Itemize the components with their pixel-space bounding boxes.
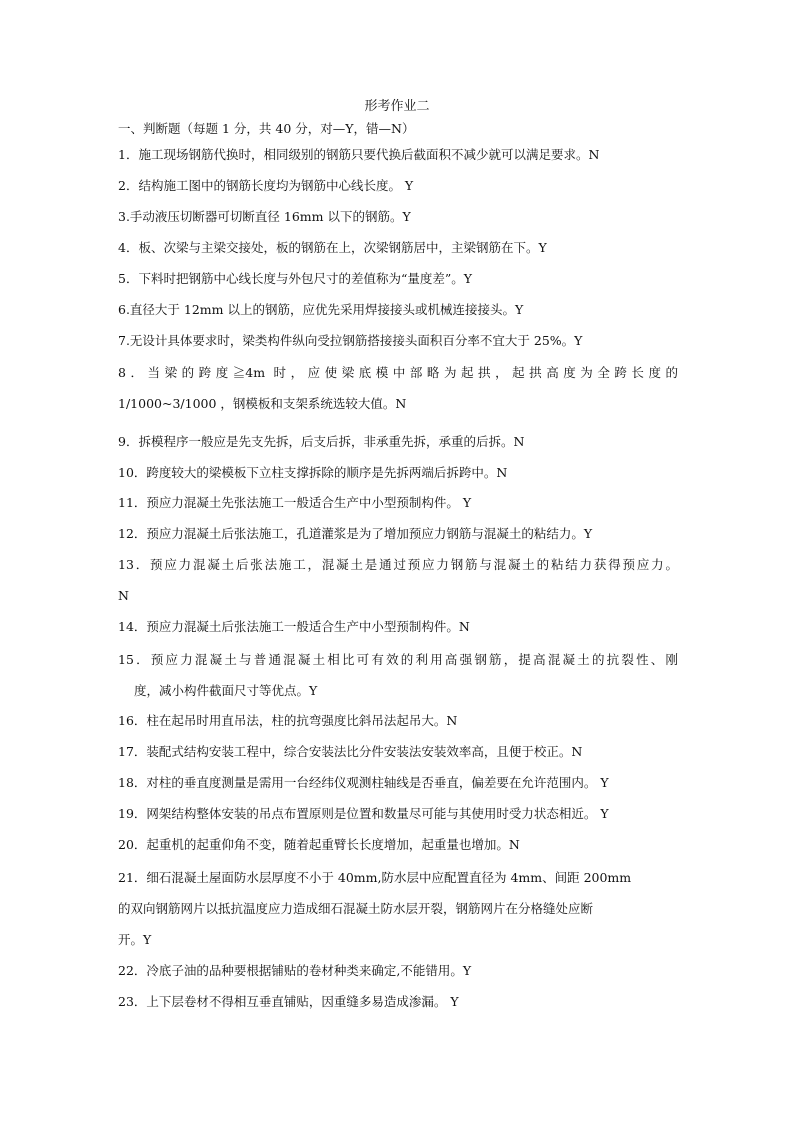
question-21-line-1: 21．细石混凝土屋面防水层厚度不小于 40mm,防水层中应配置直径为 4mm、间距 200mm bbox=[118, 870, 632, 885]
question-11: 11．预应力混凝土先张法施工一般适合生产中小型预制构件。 Y bbox=[118, 495, 472, 510]
section-header: 一、判断题（每题 1 分，共 40 分，对—Y，错—N） bbox=[118, 121, 415, 136]
question-3: 3.手动液压切断器可切断直径 16mm 以下的钢筋。Y bbox=[118, 209, 411, 224]
question-2: 2．结构施工图中的钢筋长度均为钢筋中心线长度。 Y bbox=[118, 178, 414, 193]
question-10: 10．跨度较大的梁模板下立柱支撑拆除的顺序是先拆两端后拆跨中。N bbox=[118, 465, 508, 480]
question-21-line-3: 开。Y bbox=[118, 932, 152, 947]
question-8-line-2: 1/1000~3/1000 ，钢模板和支架系统选较大值。N bbox=[118, 396, 407, 411]
question-7: 7.无设计具体要求时，梁类构件纵向受拉钢筋搭接接头面积百分率不宜大于 25%。Y bbox=[118, 333, 583, 348]
question-14: 14．预应力混凝土后张法施工一般适合生产中小型预制构件。N bbox=[118, 619, 470, 634]
question-13-line-1: 13．预应力混凝土后张法施工，混凝土是通过预应力钢筋与混凝土的粘结力获得预应力。 bbox=[118, 557, 678, 572]
question-13-line-2: N bbox=[118, 588, 129, 603]
question-15-line-2: 度，减小构件截面尺寸等优点。Y bbox=[134, 683, 318, 698]
question-16: 16．柱在起吊时用直吊法，柱的抗弯强度比斜吊法起吊大。N bbox=[118, 713, 458, 728]
question-17: 17．装配式结构安装工程中，综合安装法比分件安装法安装效率高，且便于校正。N bbox=[118, 744, 583, 759]
question-19: 19．网架结构整体安装的吊点布置原则是位置和数量尽可能与其使用时受力状态相近。 Y bbox=[118, 806, 609, 821]
question-12: 12．预应力混凝土后张法施工，孔道灌浆是为了增加预应力钢筋与混凝土的粘结力。Y bbox=[118, 526, 593, 541]
question-4: 4．板、次梁与主梁交接处，板的钢筋在上，次梁钢筋居中，主梁钢筋在下。Y bbox=[118, 240, 547, 255]
question-23: 23．上下层卷材不得相互垂直铺贴，因重缝多易造成渗漏。 Y bbox=[118, 994, 459, 1009]
question-6: 6.直径大于 12mm 以上的钢筋，应优先采用焊接接头或机械连接接头。Y bbox=[118, 302, 524, 317]
page-title: 形考作业二 bbox=[364, 99, 430, 114]
question-15-line-1: 15．预应力混凝土与普通混凝土相比可有效的利用高强钢筋，提高混凝土的抗裂性、刚 bbox=[118, 652, 678, 667]
question-22: 22．冷底子油的品种要根据铺贴的卷材种类来确定,不能错用。Y bbox=[118, 963, 472, 978]
question-9: 9．拆模程序一般应是先支先拆，后支后拆，非承重先拆，承重的后拆。N bbox=[118, 434, 525, 449]
question-8-line-1: 8．当梁的跨度≧4m 时，应使梁底模中部略为起拱，起拱高度为全跨长度的 bbox=[118, 365, 678, 380]
question-18: 18．对柱的垂直度测量是需用一台经纬仪观测柱轴线是否垂直，偏差要在允许范围内。 Y bbox=[118, 775, 609, 790]
question-20: 20．起重机的起重仰角不变，随着起重臂长长度增加，起重量也增加。N bbox=[118, 837, 520, 852]
question-1: 1．施工现场钢筋代换时，相同级别的钢筋只要代换后截面积不减少就可以满足要求。N bbox=[118, 147, 600, 162]
question-5: 5．下料时把钢筋中心线长度与外包尺寸的差值称为“量度差”。Y bbox=[118, 271, 472, 286]
question-21-line-2: 的双向钢筋网片以抵抗温度应力造成细石混凝土防水层开裂，钢筋网片在分格缝处应断 bbox=[118, 901, 594, 916]
